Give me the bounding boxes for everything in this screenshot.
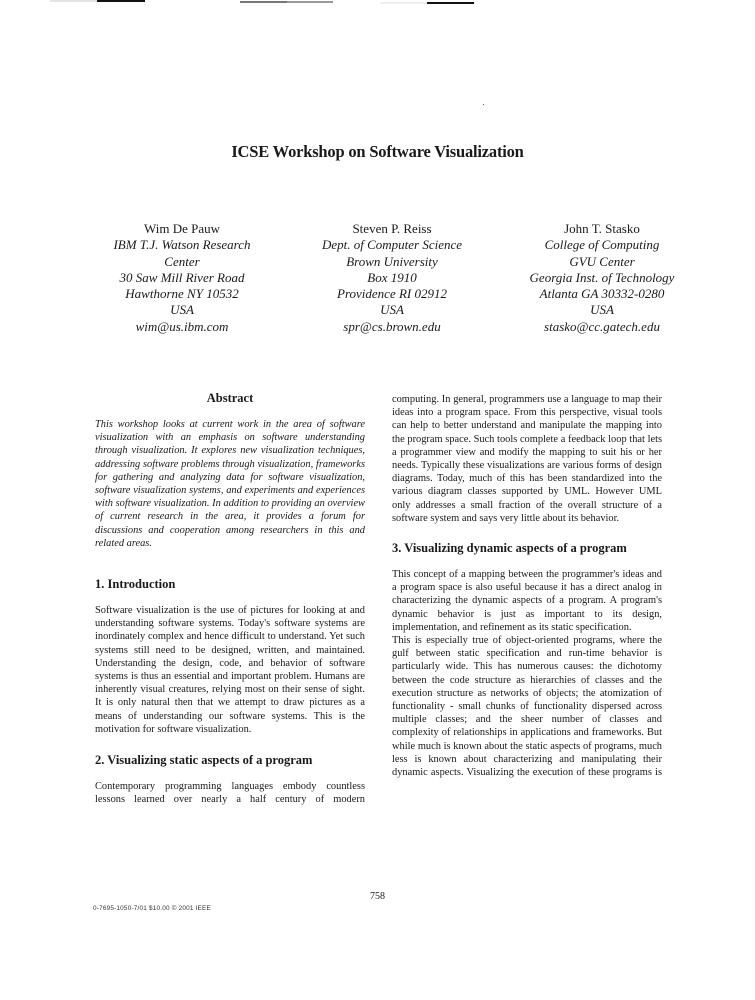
author-address: Box 1910 bbox=[367, 269, 417, 285]
author-3 bbox=[517, 221, 687, 335]
scan-artifact bbox=[50, 0, 97, 2]
scan-artifact bbox=[97, 0, 145, 2]
static-aspects-paragraph-start: Contemporary programming languages embody countless lessons learned over nearly a half century of modern bbox=[95, 781, 365, 806]
static-aspects-paragraph-continued: computing. In general, programmers use a language to map their ideas into a program space. From this perspective, visual tools can help to better understand and manipulate the mapping into the program space. Such tools complete a feedback loop that lets a programmer view and modify the mapping to suit his or her needs. Typically these visualizations are various forms of design diagrams. Today, much of this has been standardized into the various diagram classes supported by UML. However UML only addresses a small fraction of the overall structure of a software system and says very little about its behavior. bbox=[392, 394, 662, 524]
scan-artifact bbox=[287, 1, 333, 3]
section-heading-introduction: 1. Introduction bbox=[95, 577, 176, 592]
author-address: Providence RI 02912 bbox=[337, 286, 447, 302]
author-country: USA bbox=[170, 302, 194, 318]
author-email: spr@cs.brown.edu bbox=[343, 318, 441, 334]
scan-artifact bbox=[380, 2, 427, 4]
author-affiliation: IBM T.J. Watson Research bbox=[113, 237, 251, 253]
section-heading-static-aspects: 2. Visualizing static aspects of a program bbox=[95, 753, 313, 768]
scan-speck bbox=[483, 104, 484, 105]
author-2 bbox=[307, 221, 477, 335]
author-name: John T. Stasko bbox=[564, 221, 640, 236]
author-country: USA bbox=[590, 302, 614, 318]
section-heading-dynamic-aspects: 3. Visualizing dynamic aspects of a program bbox=[392, 541, 627, 556]
author-address: Hawthorne NY 10532 bbox=[125, 286, 239, 302]
left-column bbox=[95, 391, 365, 806]
author-1 bbox=[97, 221, 267, 335]
scan-artifact bbox=[427, 2, 474, 4]
page-number: 758 bbox=[370, 891, 385, 902]
author-affiliation: Center bbox=[164, 253, 200, 269]
paper-title: ICSE Workshop on Software Visualization bbox=[231, 142, 524, 161]
introduction-paragraph: Software visualization is the use of pictures for looking at and understanding software systems. Today's software systems are inordinately complex and hence difficult to understand. Yet such systems still need to be designed, written, and maintained. Understanding the design, code, and behavior of software systems is thus an essential and important problem. Humans are inherently visual creatures, relying most on their sense of sight. It is only natural then that we attempt to draw pictures as a means of understanding our software systems. This is the motivation for software visualization. bbox=[95, 605, 365, 735]
scan-artifact bbox=[240, 1, 287, 3]
author-name: Steven P. Reiss bbox=[352, 221, 432, 236]
author-name: Wim De Pauw bbox=[143, 221, 221, 236]
author-affiliation: College of Computing bbox=[544, 237, 660, 253]
author-email: stasko@cc.gatech.edu bbox=[544, 318, 660, 334]
author-country: USA bbox=[380, 302, 404, 318]
dynamic-aspects-paragraph-2: This is especially true of object-oriented programs, where the gulf between static specification and run-time behavior is particularly wide. This has numerous causes: the dichotomy between the code structure as hierarchies of classes and the execution structure as networks of objects; the atomization of functionality - small chunks of functionality dispersed across multiple classes; and the sheer number of classes and complexity of relationships in applications and frameworks. But while much is known about the static aspects of programs, much less is known about characterizing and manipulating their dynamic aspects. Visualizing the execution of these programs is bbox=[392, 635, 662, 779]
author-email: wim@us.ibm.com bbox=[135, 318, 229, 334]
author-affiliation: Brown University bbox=[346, 253, 438, 269]
abstract-heading: Abstract bbox=[206, 391, 254, 405]
author-address: 30 Saw Mill River Road bbox=[119, 269, 245, 285]
copyright-notice: 0-7695-1050-7/01 $10.00 © 2001 IEEE bbox=[93, 905, 211, 912]
abstract-body: This workshop looks at current work in the area of software visualization with an emphasis on software understanding through visualization. It explores new visualization techniques, addressing software problems through visualization, frameworks for gathering and analyzing data for software visualization, software visualization systems, and experiments and experiences with software visualization. In addition to providing an overview of current research in the area, it provides a forum for discussions and cooperation among researchers in this and related areas. bbox=[95, 419, 365, 549]
author-affiliation: Dept. of Computer Science bbox=[321, 237, 463, 253]
right-column bbox=[392, 393, 662, 779]
author-affiliation: Georgia Inst. of Technology bbox=[529, 269, 675, 285]
author-block bbox=[105, 221, 675, 335]
author-address: Atlanta GA 30332-0280 bbox=[539, 286, 665, 302]
author-affiliation: GVU Center bbox=[569, 253, 635, 269]
dynamic-aspects-paragraph-1: This concept of a mapping between the programmer's ideas and a program space is also useful because it has a direct analog in characterizing the dynamic aspects of a program. A program's dynamic behavior is just as important to its design, implementation, and refinement as its static specification. bbox=[392, 569, 662, 633]
